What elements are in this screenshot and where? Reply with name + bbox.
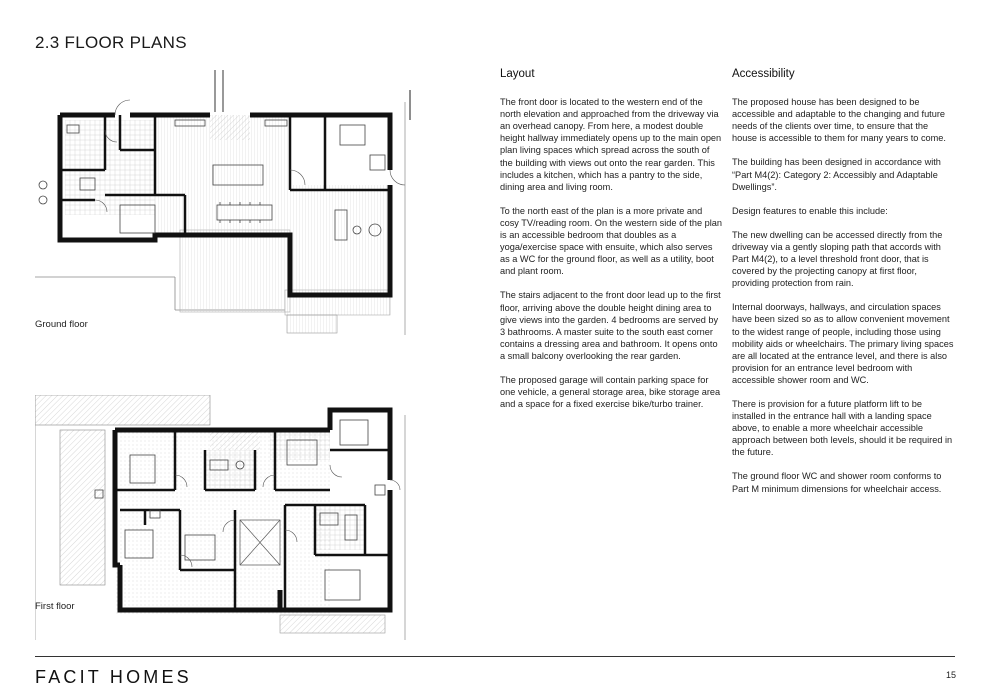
accessibility-column [732,68,955,507]
tv-sofa [340,125,365,145]
steps [287,315,337,333]
layout-heading: Layout [500,68,535,80]
layout-paragraph: The proposed garage will contain parking space for one vehicle, a general storage area, bike storage area and a space for a fixed exercise bike/turbo trainer. [500,374,721,410]
ground-floor-plan [35,70,425,340]
master-bed [325,570,360,600]
page-number: 15 [945,670,956,680]
accessibility-paragraph: The building has been designed in accordance with “Part M4(2): Category 2: Accessibly and Adaptable Dwellings”. [732,157,941,192]
accessibility-paragraph: There is provision for a future platform lift to be installed in the entrance hall with a landing space above, to enable a more wheelchair accessible approach between both levels, should it be required in the future. [732,398,953,458]
layout-paragraph: To the north east of the plan is a more private and cosy TV/reading room. On the western side of the plan is an accessible bedroom that doubles as a yoga/exercise space with ensuite, which also serves as a WC for the ground floor, as well as a utility, boot and plant room. [500,205,722,277]
footer-divider [35,656,955,657]
layout-column [500,68,723,422]
brand-logo: FACIT HOMES [35,667,192,687]
accessibility-paragraph: Internal doorways, hallways, and circulation spaces have been sized so as to allow convenient movement to the widest range of people, including those using mobility aids or wheelchairs. The primary living spaces are all located at the entrance level, and there is also provision for an entrance level bedroom with accessible shower room and WC. [732,302,954,385]
first-floor-label: First floor [35,601,75,612]
accessibility-heading: Accessibility [732,68,795,80]
stairs [210,115,250,140]
accessibility-paragraph: The proposed house has been designed to be accessible and adaptable to the changing and future needs of the clients over time, to ensure that the house is accessible to them for many years to come. [732,97,946,144]
page-title: 2.3 FLOOR PLANS [35,33,187,52]
accessibility-paragraph: The ground floor WC and shower room conforms to Part M minimum dimensions for wheelchair access. [732,471,942,494]
accessibility-paragraph: The new dwelling can be accessed directly from the driveway via a gently sloping path that accords with Part M4(2), to a level threshold front door, that is covered by the projecting canopy at first floor, providing protection from rain. [732,229,943,289]
stairs-first [210,430,260,450]
ground-floor-label: Ground floor [35,319,88,330]
terrace [180,230,290,312]
accessibility-paragraph: Design features to enable this include: [732,205,888,216]
first-floor-plan [35,395,425,640]
layout-paragraph: The front door is located to the western end of the north elevation and approached from the driveway via an overhead canopy. From here, a modest double height hallway immediately opens up to the main open plan living spaces which spread across the south of the building with views out onto the rear garden. This includes a kitchen, which has a pantry to the side, dining area and living room. [500,97,722,192]
layout-paragraph: The stairs adjacent to the front door lead up to the first floor, arriving above the double height dining area to give views into the garden. 4 bedrooms are served by 3 bathrooms. A master suite to the south east corner contains a dressing area and bathroom. It opens onto a small balcony overlooking the rear garden. [500,290,721,361]
bed-3 [340,420,368,445]
roof-canopy [35,395,210,425]
